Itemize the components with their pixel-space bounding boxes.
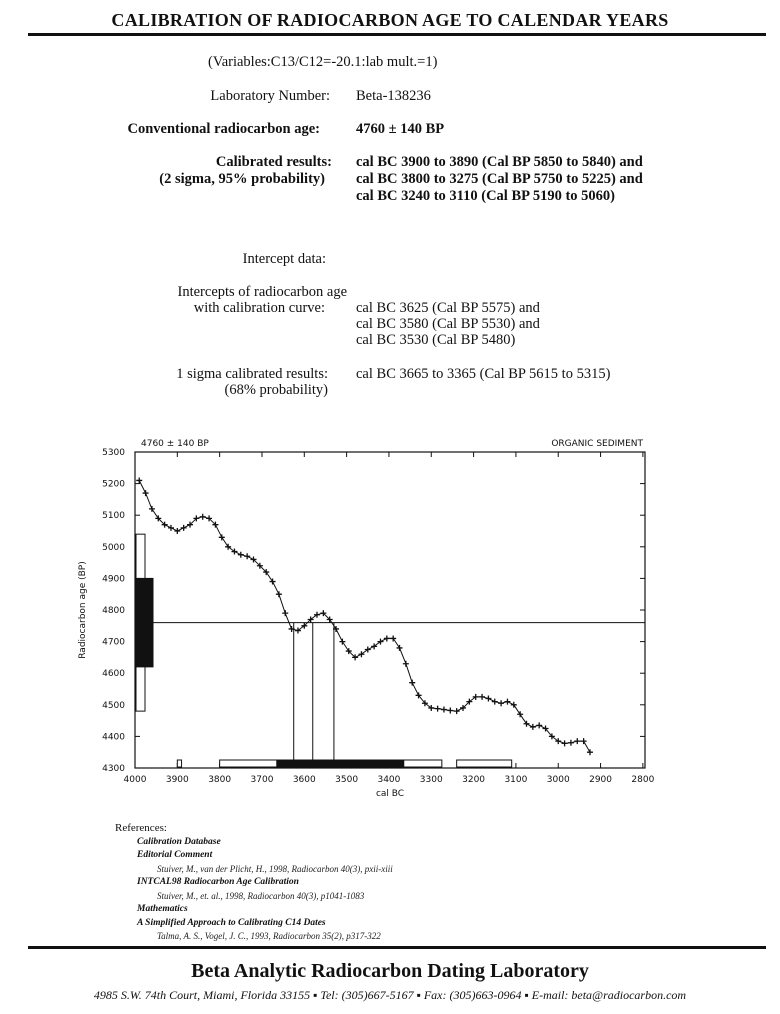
two-sigma-interval — [177, 760, 181, 767]
intercepts-label-cont: with calibration curve: — [193, 300, 325, 316]
x-tick-label: 2800 — [631, 775, 655, 785]
data-point — [339, 639, 345, 645]
conventional-age-label: Conventional radiocarbon age: — [127, 121, 320, 137]
intercept-line: cal BC 3530 (Cal BP 5480) — [356, 332, 516, 348]
data-point — [492, 699, 498, 705]
y-tick-label: 4600 — [102, 669, 125, 680]
lab-contact: 4985 S.W. 74th Court, Miami, Florida 33155 ▪ Tel: (305)667-5167 ▪ Fax: (305)663-0964 ▪ E-mail: beta@radiocarbon.com — [93, 988, 687, 1002]
one-sigma-age-box — [137, 578, 153, 666]
references — [115, 822, 393, 944]
y-tick-label: 4500 — [102, 700, 125, 711]
data-point — [149, 506, 155, 512]
data-point — [498, 700, 504, 706]
data-point — [181, 525, 187, 531]
data-point — [523, 721, 529, 727]
page-title: CALIBRATION OF RADIOCARBON AGE TO CALENDAR YEARS — [111, 10, 669, 30]
data-point — [174, 528, 180, 534]
one-sigma-label: 1 sigma calibrated results: — [176, 366, 328, 382]
data-point — [441, 707, 447, 713]
calibrated-result-line: cal BC 3800 to 3275 (Cal BP 5750 to 5225) and — [356, 171, 643, 187]
chart-title: 4760 ± 140 BP — [141, 439, 209, 449]
data-point — [384, 635, 390, 641]
reference-heading: Mathematics — [137, 904, 188, 914]
data-point — [504, 699, 510, 705]
y-tick-label: 5000 — [102, 542, 125, 553]
header-rule — [28, 33, 766, 36]
lab-number-value: Beta-138236 — [356, 88, 431, 104]
one-sigma-value: cal BC 3665 to 3365 (Cal BP 5615 to 5315) — [356, 366, 611, 382]
data-point — [270, 579, 276, 585]
intercepts-label: Intercepts of radiocarbon age — [177, 284, 347, 300]
calibrated-results-label: Calibrated results: — [215, 154, 332, 170]
intercept-data-label: Intercept data: — [242, 251, 326, 267]
y-axis-label: Radiocarbon age (BP) — [78, 561, 88, 659]
y-tick-label: 5200 — [102, 479, 125, 490]
data-point — [276, 591, 282, 597]
reference-citation: Stuiver, M., et. al., 1998, Radiocarbon 40(3), p1041-1083 — [157, 890, 365, 901]
data-point — [574, 738, 580, 744]
reference-citation: Stuiver, M., van der Plicht, H., 1998, Radiocarbon 40(3), pxii-xiii — [157, 863, 393, 874]
x-tick-label: 3500 — [335, 775, 359, 785]
data-point — [435, 706, 441, 712]
y-tick-label: 5300 — [102, 448, 125, 458]
data-point — [282, 610, 288, 616]
data-point — [403, 661, 409, 667]
data-point — [447, 707, 453, 713]
y-tick-label: 4400 — [102, 732, 125, 743]
data-point — [244, 553, 250, 559]
data-point — [536, 722, 542, 728]
data-point — [517, 711, 523, 717]
calibrated-probability-label: (2 sigma, 95% probability) — [159, 171, 325, 187]
data-point — [562, 740, 568, 746]
x-tick-label: 3800 — [208, 775, 232, 785]
x-tick-label: 4000 — [123, 775, 147, 785]
data-point — [568, 740, 574, 746]
data-point — [200, 514, 206, 520]
data-point — [397, 645, 403, 651]
x-tick-label: 3900 — [165, 775, 189, 785]
reference-heading: Calibration Database — [137, 836, 221, 847]
data-point — [511, 702, 517, 708]
x-axis-label: cal BC — [375, 789, 405, 799]
data-point — [485, 695, 491, 701]
one-sigma-probability-label: (68% probability) — [224, 382, 328, 398]
y-tick-label: 4800 — [102, 606, 125, 616]
chart-subtitle: ORGANIC SEDIMENT — [551, 439, 643, 449]
data-point — [219, 534, 225, 540]
two-sigma-interval — [457, 760, 512, 767]
x-tick-label: 2900 — [589, 775, 613, 785]
data-point — [409, 680, 415, 686]
reference-heading: INTCAL98 Radiocarbon Age Calibration — [137, 877, 299, 887]
footer-rule — [28, 946, 766, 949]
calibration-curve — [139, 480, 590, 752]
y-tick-label: 4300 — [102, 764, 125, 774]
reference-heading: A Simplified Approach to Calibrating C14 Dates — [137, 917, 326, 928]
intercept-line: cal BC 3625 (Cal BP 5575) and — [356, 300, 540, 316]
data-point — [581, 738, 587, 744]
data-point — [238, 552, 244, 558]
data-point — [479, 694, 485, 700]
reference-citation: Talma, A. S., Vogel, J. C., 1993, Radiocarbon 35(2), p317-322 — [157, 931, 381, 941]
plot-frame — [135, 452, 645, 768]
x-tick-label: 3100 — [504, 775, 528, 785]
one-sigma-interval — [277, 760, 404, 767]
y-tick-label: 5100 — [102, 511, 125, 522]
references-heading: References: — [115, 822, 167, 834]
data-point — [587, 749, 593, 755]
lab-number-label: Laboratory Number: — [210, 88, 330, 104]
x-tick-label: 3000 — [546, 775, 570, 785]
x-tick-label: 3600 — [292, 775, 316, 785]
x-tick-label: 3200 — [462, 775, 486, 785]
data-point — [168, 525, 174, 531]
x-tick-label: 3700 — [250, 775, 274, 785]
lab-name: Beta Analytic Radiocarbon Dating Laboratory — [191, 960, 589, 982]
conventional-age-value: 4760 ± 140 BP — [356, 121, 445, 137]
x-tick-label: 3400 — [377, 775, 401, 785]
x-tick-label: 3300 — [419, 775, 443, 785]
calibrated-result-line: cal BC 3900 to 3890 (Cal BP 5850 to 5840) and — [356, 154, 643, 170]
reference-heading: Editorial Comment — [137, 850, 213, 860]
data-point — [530, 724, 536, 730]
calibrated-result-line: cal BC 3240 to 3110 (Cal BP 5190 to 5060) — [356, 188, 615, 204]
data-point — [390, 635, 396, 641]
data-point — [136, 477, 142, 483]
variables-note: (Variables:C13/C12=-20.1:lab mult.=1) — [208, 54, 438, 70]
intercept-line: cal BC 3580 (Cal BP 5530) and — [356, 316, 540, 332]
y-tick-label: 4700 — [102, 637, 125, 648]
calibration-chart — [0, 430, 780, 810]
y-tick-label: 4900 — [102, 574, 125, 585]
data-point — [454, 708, 460, 714]
data-point — [143, 490, 149, 496]
